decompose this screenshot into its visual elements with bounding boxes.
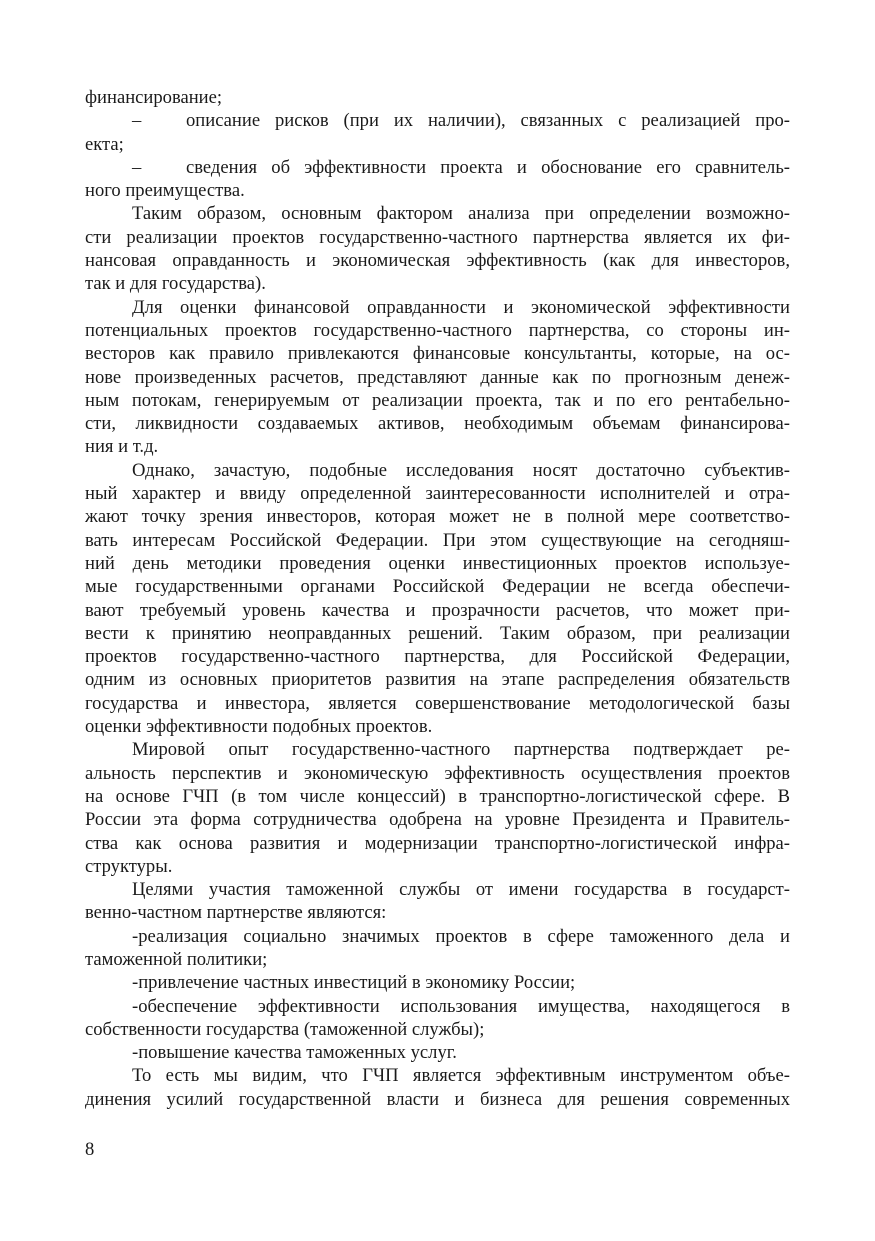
text-line: государства и инвестора, является совершенствование методологической базы xyxy=(85,692,790,714)
bullet-item xyxy=(85,109,790,132)
text-line: ный характер и ввиду определенной заинтересованности исполнителей и отра- xyxy=(85,483,790,505)
text-line: -обеспечение эффективности использования имущества, находящегося в xyxy=(132,995,790,1017)
text-line: нансовая оправданность и экономическая эффективность (как для инвесторов, xyxy=(85,250,790,272)
text-line: собственности государства (таможенной службы); xyxy=(85,1018,485,1040)
text-line: так и для государства). xyxy=(85,273,266,295)
text-line: ного преимущества. xyxy=(85,180,245,202)
text-line: венно-частном партнерстве являются: xyxy=(85,902,387,924)
bullet-text: сведения об эффективности проекта и обоснование его сравнитель- xyxy=(186,156,790,178)
text-line: динения усилий государственной власти и бизнеса для решения современных xyxy=(85,1088,790,1110)
text-line: ства как основа развития и модернизации транспортно-логистической инфра- xyxy=(85,832,790,854)
text-line: Однако, зачастую, подобные исследования носят достаточно субъектив- xyxy=(132,459,790,481)
text-line: таможенной политики; xyxy=(85,948,268,970)
text-line: Таким образом, основным фактором анализа при определении возможно- xyxy=(132,203,790,225)
text-line: сти реализации проектов государственно-частного партнерства является их фи- xyxy=(85,226,790,248)
text-line: ния и т.д. xyxy=(85,436,159,458)
text-line: вать интересам Российской Федерации. При этом существующие на сегодняш- xyxy=(85,529,790,551)
text-line: То есть мы видим, что ГЧП является эффективным инструментом объе- xyxy=(132,1065,790,1087)
text-line: -повышение качества таможенных услуг. xyxy=(132,1042,457,1064)
text-line: вести к принятию неоправданных решений. Таким образом, при реализации xyxy=(85,622,790,644)
text-line: альность перспектив и экономическую эффективность осуществления проектов xyxy=(85,762,790,784)
text-line: на основе ГЧП (в том числе концессий) в транспортно-логистической сфере. В xyxy=(85,785,790,807)
text-line: екта; xyxy=(85,133,124,155)
text-line: финансирование; xyxy=(85,87,223,108)
text-line: одним из основных приоритетов развития на этапе распределения обязательств xyxy=(85,669,790,691)
text-line: России эта форма сотрудничества одобрена на уровне Президента и Правитель- xyxy=(85,809,790,831)
text-line: жают точку зрения инвесторов, которая может не в полной мере соответство- xyxy=(85,506,790,528)
text-line: вают требуемый уровень качества и прозрачности расчетов, что может при- xyxy=(85,599,790,621)
bullet-dash: – xyxy=(132,110,142,132)
bullet-text: описание рисков (при их наличии), связанных с реализацией про- xyxy=(186,110,790,132)
document-body xyxy=(85,86,790,1111)
text-line: -реализация социально значимых проектов в сфере таможенного дела и xyxy=(132,925,790,947)
text-line: потенциальных проектов государственно-частного партнерства, со стороны ин- xyxy=(85,319,790,341)
text-line: структуры. xyxy=(85,855,173,877)
bullet-dash: – xyxy=(132,156,142,178)
page-number: 8 xyxy=(85,1139,95,1160)
text-line: сти, ликвидности создаваемых активов, необходимым объемам финансирова- xyxy=(85,413,790,435)
bullet-item xyxy=(85,156,790,179)
text-line: ний день методики проведения оценки инвестиционных проектов используе- xyxy=(85,552,790,574)
paragraphs xyxy=(85,202,790,1111)
text-line: оценки эффективности подобных проектов. xyxy=(85,716,433,738)
text-line: ным потокам, генерируемым от реализации проекта, так и по его рентабельно- xyxy=(85,389,790,411)
text-line: -привлечение частных инвестиций в экономику России; xyxy=(132,972,576,994)
text-line: нове произведенных расчетов, представляют данные как по прогнозным денеж- xyxy=(85,366,790,388)
text-line: Мировой опыт государственно-частного партнерства подтверждает ре- xyxy=(132,739,790,761)
text-line: Целями участия таможенной службы от имени государства в государст- xyxy=(132,879,790,901)
text-line: проектов государственно-частного партнерства, для Российской Федерации, xyxy=(85,646,790,668)
text-line: мые государственными органами Российской Федерации не всегда обеспечи- xyxy=(85,576,790,598)
text-line: Для оценки финансовой оправданности и экономической эффективности xyxy=(132,296,790,318)
text-line: весторов как правило привлекаются финансовые консультанты, которые, на ос- xyxy=(85,343,790,365)
